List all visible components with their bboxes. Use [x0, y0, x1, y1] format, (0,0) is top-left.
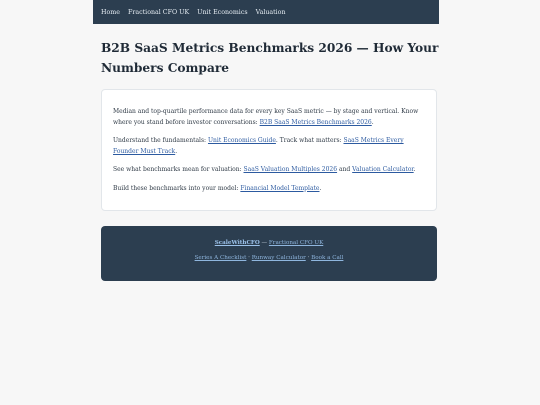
model-paragraph — [113, 184, 426, 195]
site-footer — [101, 226, 437, 281]
intro-text: Median and top-quartile performance data for every key SaaS metric — by stage and vertical. Know where you stand before investor conversations: — [113, 108, 419, 126]
valuation-end: . — [413, 166, 416, 173]
fundamentals-text: Understand the fundamentals: — [113, 137, 208, 144]
footer-runway-link[interactable]: Runway Calculator — [251, 255, 306, 261]
benchmarks-link[interactable]: B2B SaaS Metrics Benchmarks 2026 — [259, 118, 372, 126]
top-navigation — [93, 0, 439, 24]
fundamentals-mid: . Track what matters: — [275, 137, 344, 144]
footer-series-a-link[interactable]: Series A Checklist — [194, 255, 247, 261]
fundamentals-end: . — [175, 147, 178, 155]
nav-home-link[interactable]: Home — [101, 8, 120, 16]
unit-economics-guide-link[interactable]: Unit Economics Guide — [207, 137, 276, 144]
valuation-text: See what benchmarks mean for valuation: — [113, 166, 244, 173]
fundamentals-paragraph — [113, 136, 426, 157]
footer-dot: · — [305, 255, 312, 261]
footer-brand-row — [101, 240, 437, 246]
footer-book-call-link[interactable]: Book a Call — [311, 255, 344, 261]
footer-separator: — — [259, 240, 269, 246]
financial-model-template-link[interactable]: Financial Model Template — [240, 184, 320, 192]
nav-valuation-link[interactable]: Valuation — [255, 8, 286, 16]
page-title: B2B SaaS Metrics Benchmarks 2026 — How Your Numbers Compare — [101, 41, 439, 75]
intro-end: . — [371, 118, 374, 126]
footer-links-row — [101, 255, 437, 261]
nav-unit-economics-link[interactable]: Unit Economics — [197, 8, 248, 16]
content-card — [101, 89, 437, 211]
nav-fractional-cfo-link[interactable]: Fractional CFO UK — [127, 8, 190, 16]
saas-metrics-link[interactable]: SaaS Metrics Every Founder Must Track — [113, 137, 404, 155]
page-wrapper — [93, 0, 439, 281]
valuation-multiples-link[interactable]: SaaS Valuation Multiples 2026 — [243, 166, 338, 173]
model-text: Build these benchmarks into your model: — [113, 184, 241, 192]
valuation-calculator-link[interactable]: Valuation Calculator — [352, 166, 414, 173]
valuation-mid: and — [337, 166, 353, 173]
intro-paragraph — [113, 107, 426, 128]
footer-brand-link[interactable]: ScaleWithCFO — [214, 240, 260, 246]
footer-dot: · — [246, 255, 252, 261]
valuation-paragraph — [113, 165, 426, 176]
footer-fractional-cfo-link[interactable]: Fractional CFO UK — [268, 240, 324, 246]
model-end: . — [319, 184, 322, 192]
